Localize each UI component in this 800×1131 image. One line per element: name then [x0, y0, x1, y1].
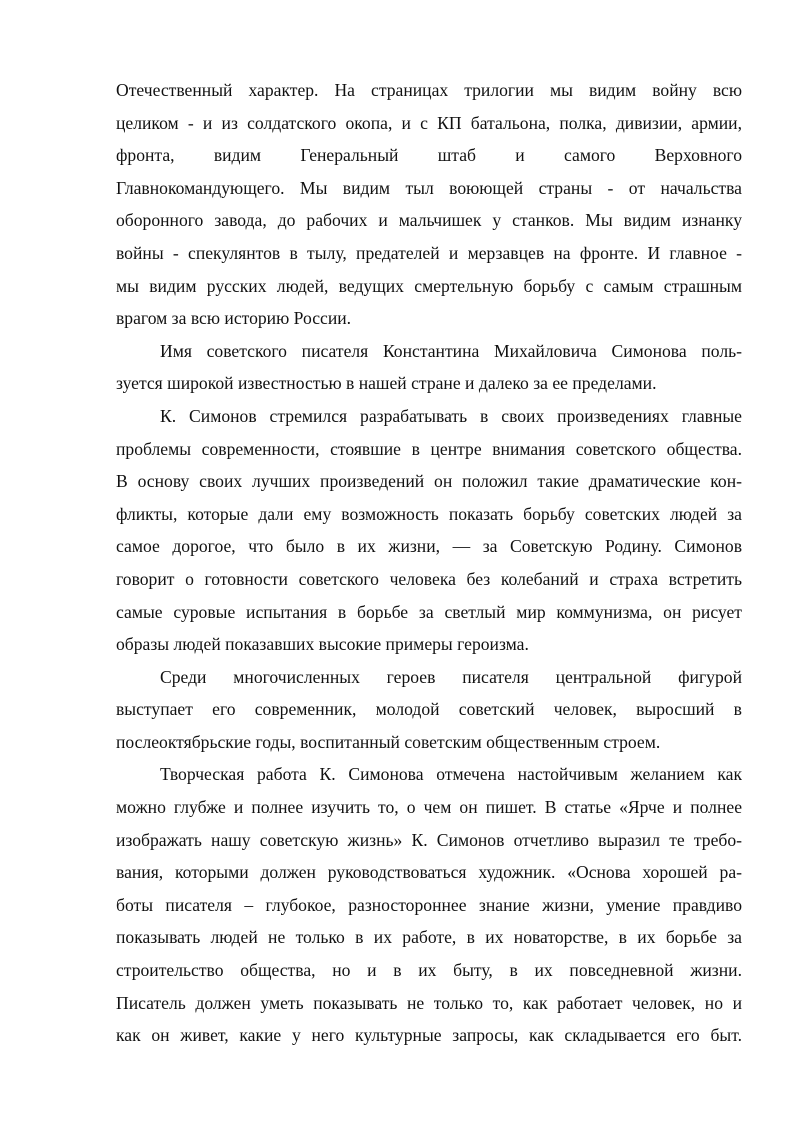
text-line: Писатель должен уметь показывать не только то, как работает человек, но и — [116, 992, 742, 1013]
paragraph — [116, 758, 742, 1051]
text-line: оборонного завода, до рабочих и мальчишек у станков. Мы видим изнанку — [116, 210, 742, 231]
text-line: самое дорогое, что было в их жизни, — за Советскую Родину. Симонов — [116, 536, 742, 557]
text-line: строительство общества, но и в их быту, в их повседневной жизни. — [116, 960, 742, 981]
text-line: К. Симонов стремился разрабатывать в своих произведениях главные — [160, 405, 742, 426]
text-line: боты писателя – глубокое, разностороннее знание жизни, умение правдиво — [116, 894, 742, 915]
text-line: целиком - и из солдатского окопа, и с КП батальона, полка, дивизии, армии, — [116, 112, 742, 133]
text-line: проблемы современности, стоявшие в центре внимания советского общества. — [116, 438, 742, 459]
text-line: образы людей показавших высокие примеры героизма. — [116, 634, 529, 655]
text-line: говорит о готовности советского человека без колебаний и страха встретить — [116, 568, 742, 589]
text-line: мы видим русских людей, ведущих смертельную борьбу с самым страшным — [116, 275, 742, 296]
text-line: фронта, видим Генеральный штаб и самого Верховного — [116, 145, 742, 166]
text-line: фликты, которые дали ему возможность показать борьбу советских людей за — [116, 503, 742, 524]
text-line: как он живет, какие у него культурные запросы, как складывается его быт. — [116, 1025, 742, 1046]
text-line: врагом за всю историю России. — [116, 308, 352, 329]
text-line: самые суровые испытания в борьбе за светлый мир коммунизма, он рисует — [116, 601, 742, 622]
paragraph — [116, 74, 742, 335]
text-line: показывать людей не только в их работе, в их новаторстве, в их борьбе за — [116, 927, 742, 948]
text-line: Творческая работа К. Симонова отмечена настойчивым желанием как — [160, 764, 742, 785]
paragraph — [116, 400, 742, 661]
paragraph — [116, 661, 742, 759]
text-line: вания, которыми должен руководствоваться художник. «Основа хорошей ра- — [116, 862, 742, 883]
text-line: можно глубже и полнее изучить то, о чем он пишет. В статье «Ярче и полнее — [116, 797, 742, 818]
text-line: В основу своих лучших произведений он положил такие драматические кон- — [116, 471, 742, 492]
text-line: Главнокомандующего. Мы видим тыл воюющей страны - от начальства — [116, 177, 742, 198]
text-line: зуется широкой известностью в нашей стране и далеко за ее пределами. — [116, 373, 657, 394]
paragraph — [116, 335, 742, 400]
text-line: войны - спекулянтов в тылу, предателей и мерзавцев на фронте. И главное - — [116, 242, 742, 263]
text-line: выступает его современник, молодой советский человек, выросший в — [116, 699, 742, 720]
text-line: Отечественный характер. На страницах трилогии мы видим войну всю — [116, 80, 742, 100]
text-line: Имя советского писателя Константина Михайловича Симонова поль- — [160, 340, 742, 361]
text-line: послеоктябрьские годы, воспитанный советским общественным строем. — [116, 731, 661, 752]
text-line: изображать нашу советскую жизнь» К. Симонов отчетливо выразил те требо- — [116, 829, 742, 850]
text-line: Среди многочисленных героев писателя центральной фигурой — [160, 666, 742, 687]
document-body — [116, 74, 742, 1052]
